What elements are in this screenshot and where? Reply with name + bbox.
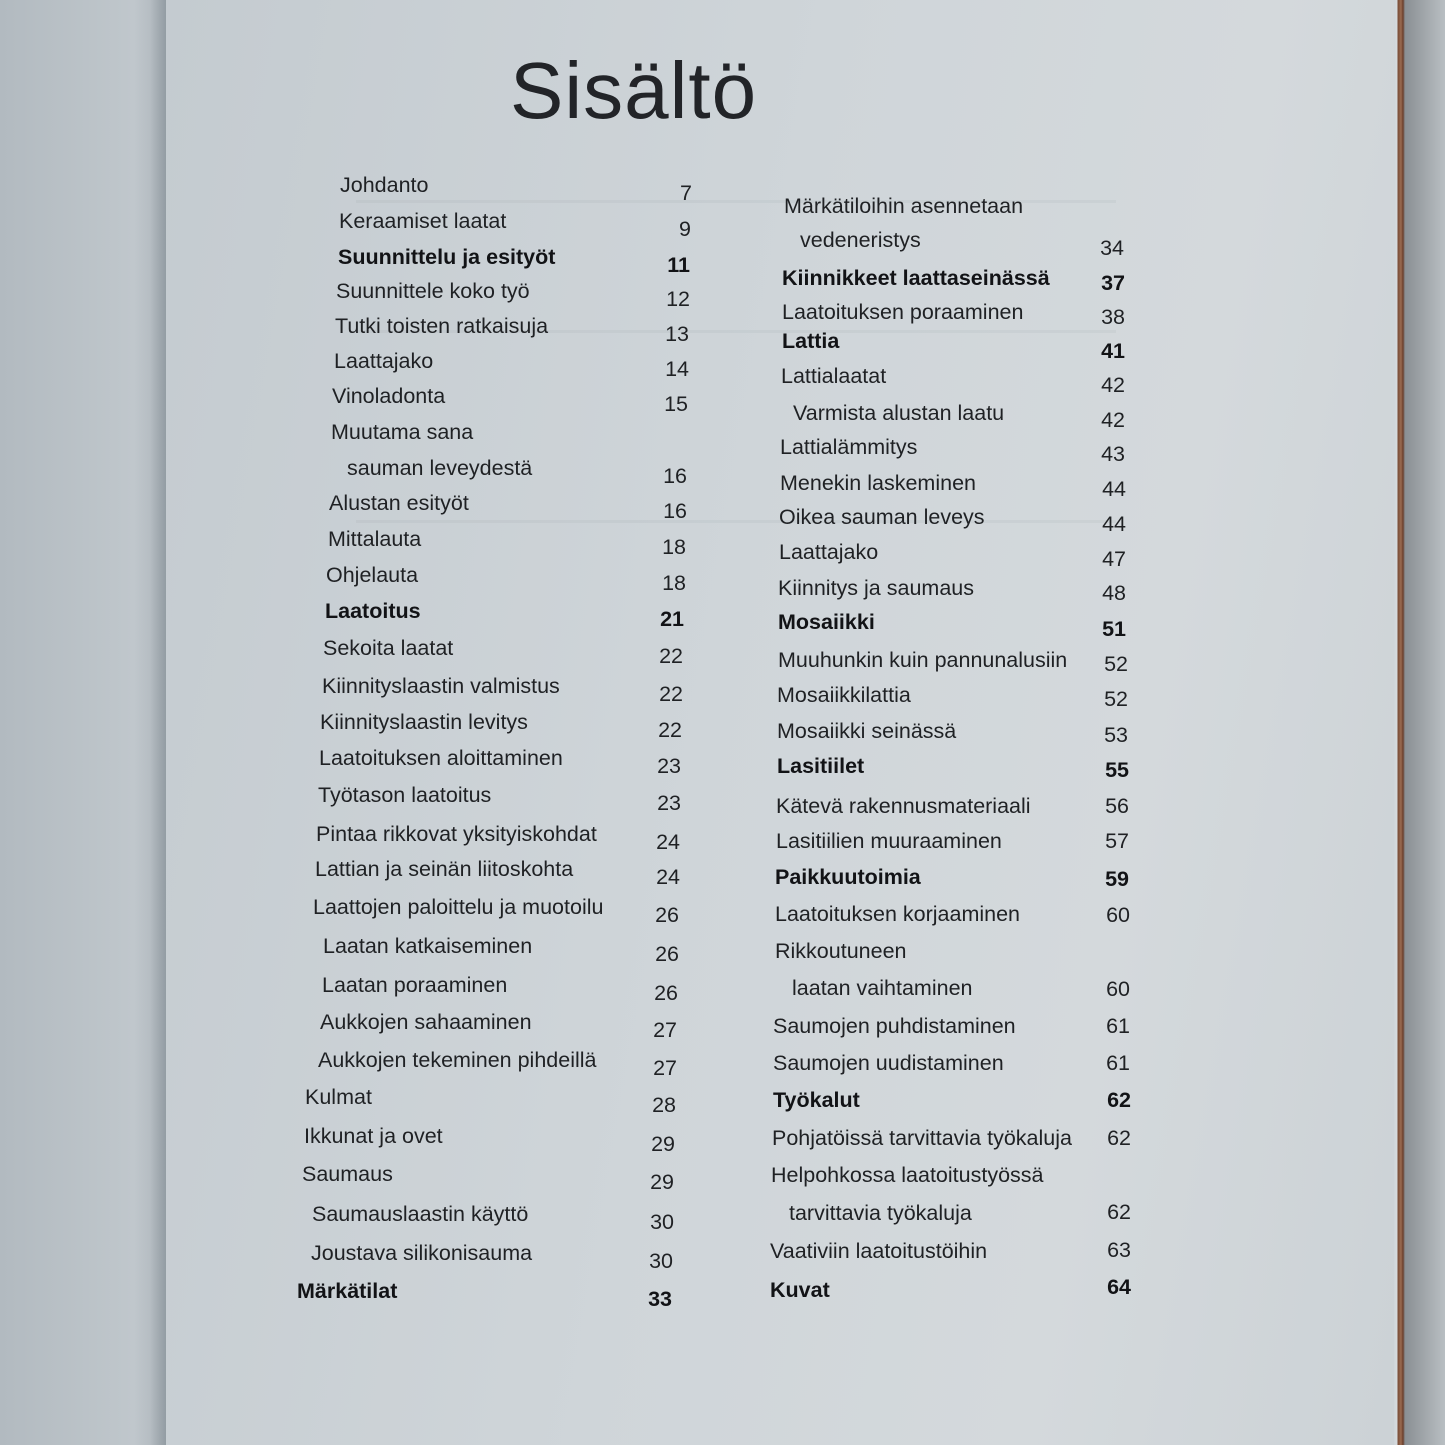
toc-entry-title: Laattajako [779,540,879,564]
book-cover-edge [1394,0,1445,1445]
toc-entry-title: Märkätilat [297,1279,398,1303]
toc-entry-page-number: 41 [1101,339,1125,363]
toc-entry-page-number: 59 [1105,867,1129,891]
toc-entry-page-number: 26 [655,903,679,927]
toc-entry-title: Työtason laatoitus [318,783,492,807]
toc-entry-title: Laatoituksen aloittaminen [319,746,563,770]
toc-entry-page-number: 55 [1105,758,1129,782]
toc-entry-title: Laatoituksen korjaaminen [775,902,1021,926]
toc-entry-title: Työkalut [773,1088,860,1112]
toc-entry-page-number: 38 [1101,305,1125,329]
toc-entry-title: Alustan esityöt [329,491,469,515]
toc-entry-title: Kiinnitys ja saumaus [778,576,974,600]
toc-entry-title: Lattialämmitys [780,435,918,459]
toc-entry-title: Suunnittele koko työ [336,279,530,303]
toc-entry-page-number: 24 [656,830,680,854]
toc-entry-page-number: 30 [650,1210,674,1234]
toc-entry-page-number: 60 [1106,903,1130,927]
toc-entry-title: Tutki toisten ratkaisuja [335,314,549,338]
toc-entry-page-number: 22 [659,644,683,668]
toc-entry-title: Varmista alustan laatu [793,401,1005,425]
toc-entry-page-number: 64 [1107,1275,1131,1299]
toc-entry-page-number: 52 [1104,687,1128,711]
toc-entry-page-number: 13 [665,322,689,346]
toc-entry-title: Kiinnityslaastin valmistus [322,674,560,698]
toc-entry-title: Mittalauta [328,527,422,551]
toc-entry-title: Ikkunat ja ovet [304,1124,443,1148]
toc-entry-page-number: 30 [649,1249,673,1273]
toc-entry-page-number: 7 [680,181,692,205]
toc-entry-title: Saumojen puhdistaminen [773,1014,1016,1038]
toc-entry-title: Kiinnikkeet laattaseinässä [782,266,1050,290]
toc-entry-page-number: 24 [656,865,680,889]
toc-entry-page-number: 11 [667,253,690,277]
toc-entry-title: laatan vaihtaminen [792,976,973,1000]
toc-entry-title: Aukkojen sahaaminen [320,1010,532,1034]
toc-entry-page-number: 44 [1102,477,1126,501]
left-page [0,0,168,1445]
toc-entry-title: Menekin laskeminen [780,471,976,495]
toc-entry-page-number: 61 [1106,1014,1130,1038]
toc-entry-page-number: 52 [1104,652,1128,676]
toc-entry-page-number: 27 [653,1056,677,1080]
toc-entry-title: Kulmat [305,1085,372,1109]
toc-entry-title: tarvittavia työkaluja [789,1201,972,1225]
toc-entry-page-number: 29 [651,1132,675,1156]
toc-entry-page-number: 18 [662,535,686,559]
toc-entry-page-number: 60 [1106,977,1130,1001]
toc-entry-page-number: 26 [655,942,679,966]
toc-entry-title: Märkätiloihin asennetaan [784,194,1024,218]
toc-entry-page-number: 15 [664,392,688,416]
toc-entry-page-number: 22 [659,682,683,706]
toc-entry-page-number: 42 [1101,373,1125,397]
toc-entry-page-number: 27 [653,1018,677,1042]
toc-entry-page-number: 28 [652,1093,676,1117]
toc-entry-page-number: 23 [657,791,681,815]
toc-entry-title: Mosaiikkilattia [777,683,911,707]
toc-entry-title: Kiinnityslaastin levitys [320,710,528,734]
toc-entry-title: Lattialaatat [781,364,887,388]
toc-entry-title: Vaativiin laatoitustöihin [770,1239,988,1263]
toc-entry-title: Paikkuutoimia [775,865,921,889]
toc-entry-page-number: 61 [1106,1051,1130,1075]
toc-entry-title: Muutama sana [331,420,474,444]
toc-entry-title: Saumaus [302,1162,393,1186]
toc-entry-page-number: 16 [663,464,687,488]
toc-entry-page-number: 57 [1105,829,1129,853]
toc-entry-page-number: 51 [1102,617,1126,641]
toc-entry-title: Laatan poraaminen [322,973,508,997]
toc-entry-title: Lattian ja seinän liitoskohta [315,857,574,881]
page-title: Sisältö [510,46,758,135]
toc-entry-page-number: 9 [679,217,691,241]
toc-entry-page-number: 14 [665,357,689,381]
toc-entry-page-number: 34 [1100,236,1124,260]
contents-page [166,0,1394,1445]
toc-entry-page-number: 62 [1107,1200,1131,1224]
toc-entry-title: Muuhunkin kuin pannunalusiin [778,648,1068,672]
toc-entry-title: Laattojen paloittelu ja muotoilu [313,895,604,919]
toc-entry-page-number: 18 [662,571,686,595]
toc-entry-title: Lasitiilien muuraaminen [776,829,1002,853]
toc-entry-page-number: 62 [1107,1088,1131,1112]
toc-entry-page-number: 48 [1102,581,1126,605]
toc-right-column [166,0,1394,1445]
toc-entry-title: Kuvat [770,1278,830,1302]
toc-entry-page-number: 29 [650,1170,674,1194]
toc-entry-page-number: 53 [1104,723,1128,747]
toc-entry-title: Vinoladonta [332,384,446,408]
toc-entry-title: Lasitiilet [777,754,865,778]
toc-entry-title: Rikkoutuneen [775,939,907,963]
toc-entry-title: Aukkojen tekeminen pihdeillä [318,1048,597,1072]
toc-entry-page-number: 26 [654,981,678,1005]
toc-entry-page-number: 62 [1107,1126,1131,1150]
toc-entry-title: Pohjatöissä tarvittavia työkaluja [772,1126,1072,1150]
toc-entry-title: Helpohkossa laatoitustyössä [771,1163,1044,1187]
toc-entry-page-number: 12 [666,287,690,311]
toc-entry-page-number: 16 [663,499,687,523]
toc-entry-title: Pintaa rikkovat yksityiskohdat [316,822,597,846]
toc-entry-title: Johdanto [340,173,429,197]
toc-entry-title: Keraamiset laatat [339,209,507,233]
toc-entry-title: Mosaiikki [778,610,875,634]
toc-entry-page-number: 63 [1107,1238,1131,1262]
toc-entry-title: Laattajako [334,349,434,373]
toc-entry-title: Ohjelauta [326,563,419,587]
toc-entry-page-number: 33 [648,1287,672,1311]
toc-entry-title: Suunnittelu ja esityöt [338,245,556,269]
toc-entry-title: Joustava silikonisauma [311,1241,533,1265]
toc-entry-title: sauman leveydestä [347,456,533,480]
toc-entry-title: Oikea sauman leveys [779,505,985,529]
toc-entry-title: Laatoitus [325,599,421,623]
toc-entry-page-number: 42 [1101,408,1125,432]
toc-entry-title: vedeneristys [800,228,921,252]
toc-entry-title: Saumauslaastin käyttö [312,1202,529,1226]
toc-entry-page-number: 43 [1101,442,1125,466]
toc-entry-page-number: 22 [658,718,682,742]
toc-entry-title: Laatoituksen poraaminen [782,300,1024,324]
toc-entry-page-number: 23 [657,754,681,778]
toc-entry-page-number: 44 [1102,512,1126,536]
toc-entry-title: Saumojen uudistaminen [773,1051,1004,1075]
toc-entry-title: Mosaiikki seinässä [777,719,957,743]
toc-entry-page-number: 21 [660,607,684,631]
toc-entry-page-number: 37 [1101,271,1125,295]
toc-entry-title: Laatan katkaiseminen [323,934,533,958]
toc-entry-page-number: 47 [1102,547,1126,571]
toc-entry-title: Lattia [782,329,840,353]
toc-entry-title: Sekoita laatat [323,636,454,660]
toc-entry-page-number: 56 [1105,794,1129,818]
toc-entry-title: Kätevä rakennusmateriaali [776,794,1031,818]
